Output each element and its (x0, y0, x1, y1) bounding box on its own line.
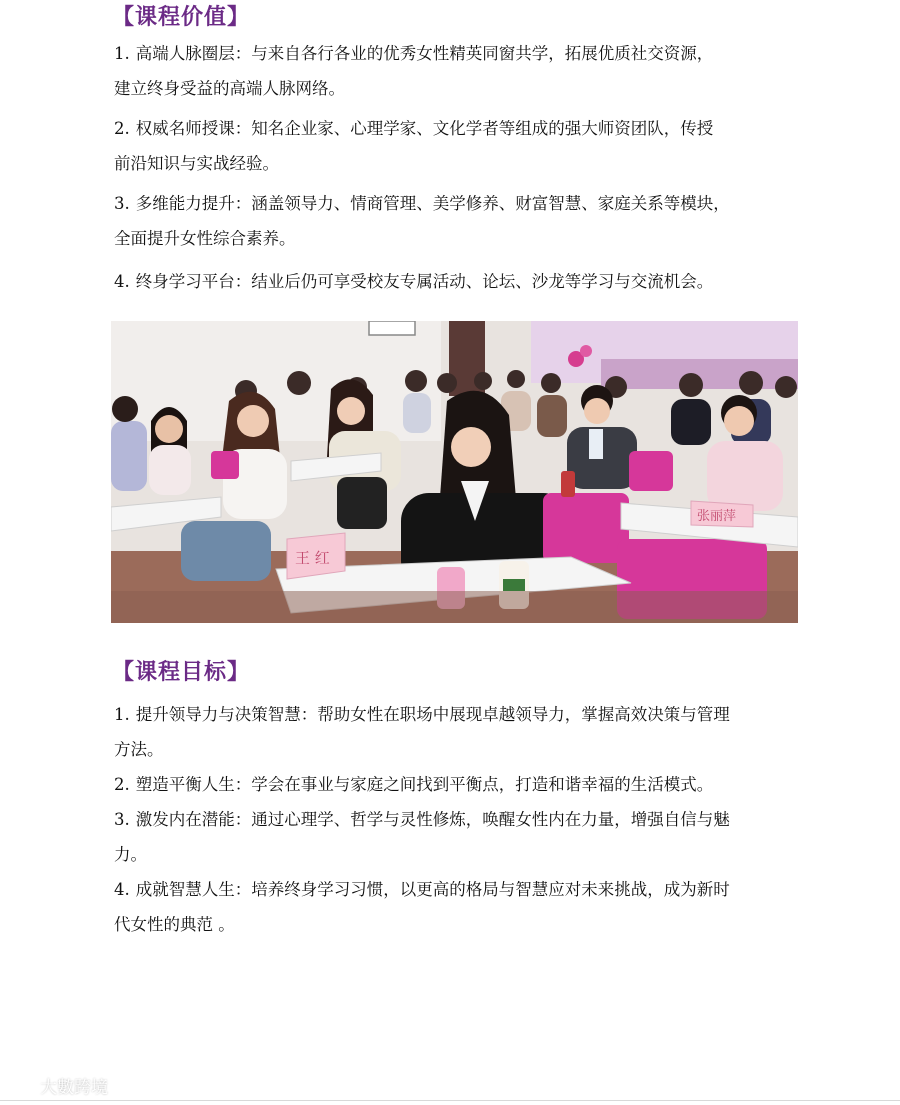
watermark (10, 1073, 108, 1098)
item-text-continued: 全面提升女性综合素养。 (114, 229, 296, 248)
list-item (114, 802, 794, 872)
item-text: 成就智慧人生：培养终身学习习惯，以更高的格局与智慧应对未来挑战，成为新时 (135, 880, 730, 899)
item-text: 塑造平衡人生：学会在事业与家庭之间找到平衡点，打造和谐幸福的生活模式。 (135, 775, 714, 794)
item-text-continued: 方法。 (114, 740, 164, 759)
list-item (114, 767, 794, 802)
item-number: 4. (114, 880, 130, 899)
section-heading-course-value: 【课程价值】 (112, 5, 251, 30)
list-item (114, 186, 794, 256)
list-item (114, 697, 794, 767)
name-card-wang-hong: 王 红 (295, 549, 330, 567)
item-number: 4. (114, 272, 130, 291)
item-number: 3. (114, 810, 130, 829)
item-text-continued: 代女性的典范 。 (114, 915, 235, 934)
item-number: 1. (114, 705, 130, 724)
item-text: 终身学习平台：结业后仍可享受校友专属活动、论坛、沙龙等学习与交流机会。 (135, 272, 714, 291)
section-heading-course-goal: 【课程目标】 (112, 660, 251, 685)
bottom-divider (0, 1100, 900, 1101)
classroom-photo (111, 321, 798, 623)
item-text: 激发内在潜能：通过心理学、哲学与灵性修炼，唤醒女性内在力量，增强自信与魅 (135, 810, 730, 829)
item-number: 3. (114, 194, 130, 213)
item-text: 高端人脉圈层：与来自各行各业的优秀女性精英同窗共学，拓展优质社交资源， (135, 44, 714, 63)
list-item (114, 872, 794, 942)
item-number: 2. (114, 119, 130, 138)
item-text-continued: 建立终身受益的高端人脉网络。 (114, 79, 345, 98)
course-value-list (114, 36, 794, 304)
item-text: 提升领导力与决策智慧：帮助女性在职场中展现卓越领导力，掌握高效决策与管理 (135, 705, 730, 724)
name-card-zhang-liping: 张丽萍 (697, 509, 737, 524)
item-text-continued: 力。 (114, 845, 147, 864)
list-item (114, 36, 794, 106)
item-number: 2. (114, 775, 130, 794)
item-text: 权威名师授课：知名企业家、心理学家、文化学者等组成的强大师资团队，传授 (135, 119, 714, 138)
watermark-text: 大數跨境 (40, 1078, 108, 1098)
course-goal-list (114, 697, 794, 942)
list-item (114, 264, 794, 299)
list-item (114, 111, 794, 181)
item-number: 1. (114, 44, 130, 63)
watermark-logo-icon (10, 1074, 36, 1097)
item-text: 多维能力提升：涵盖领导力、情商管理、美学修养、财富智慧、家庭关系等模块， (135, 194, 730, 213)
item-text-continued: 前沿知识与实战经验。 (114, 154, 279, 173)
